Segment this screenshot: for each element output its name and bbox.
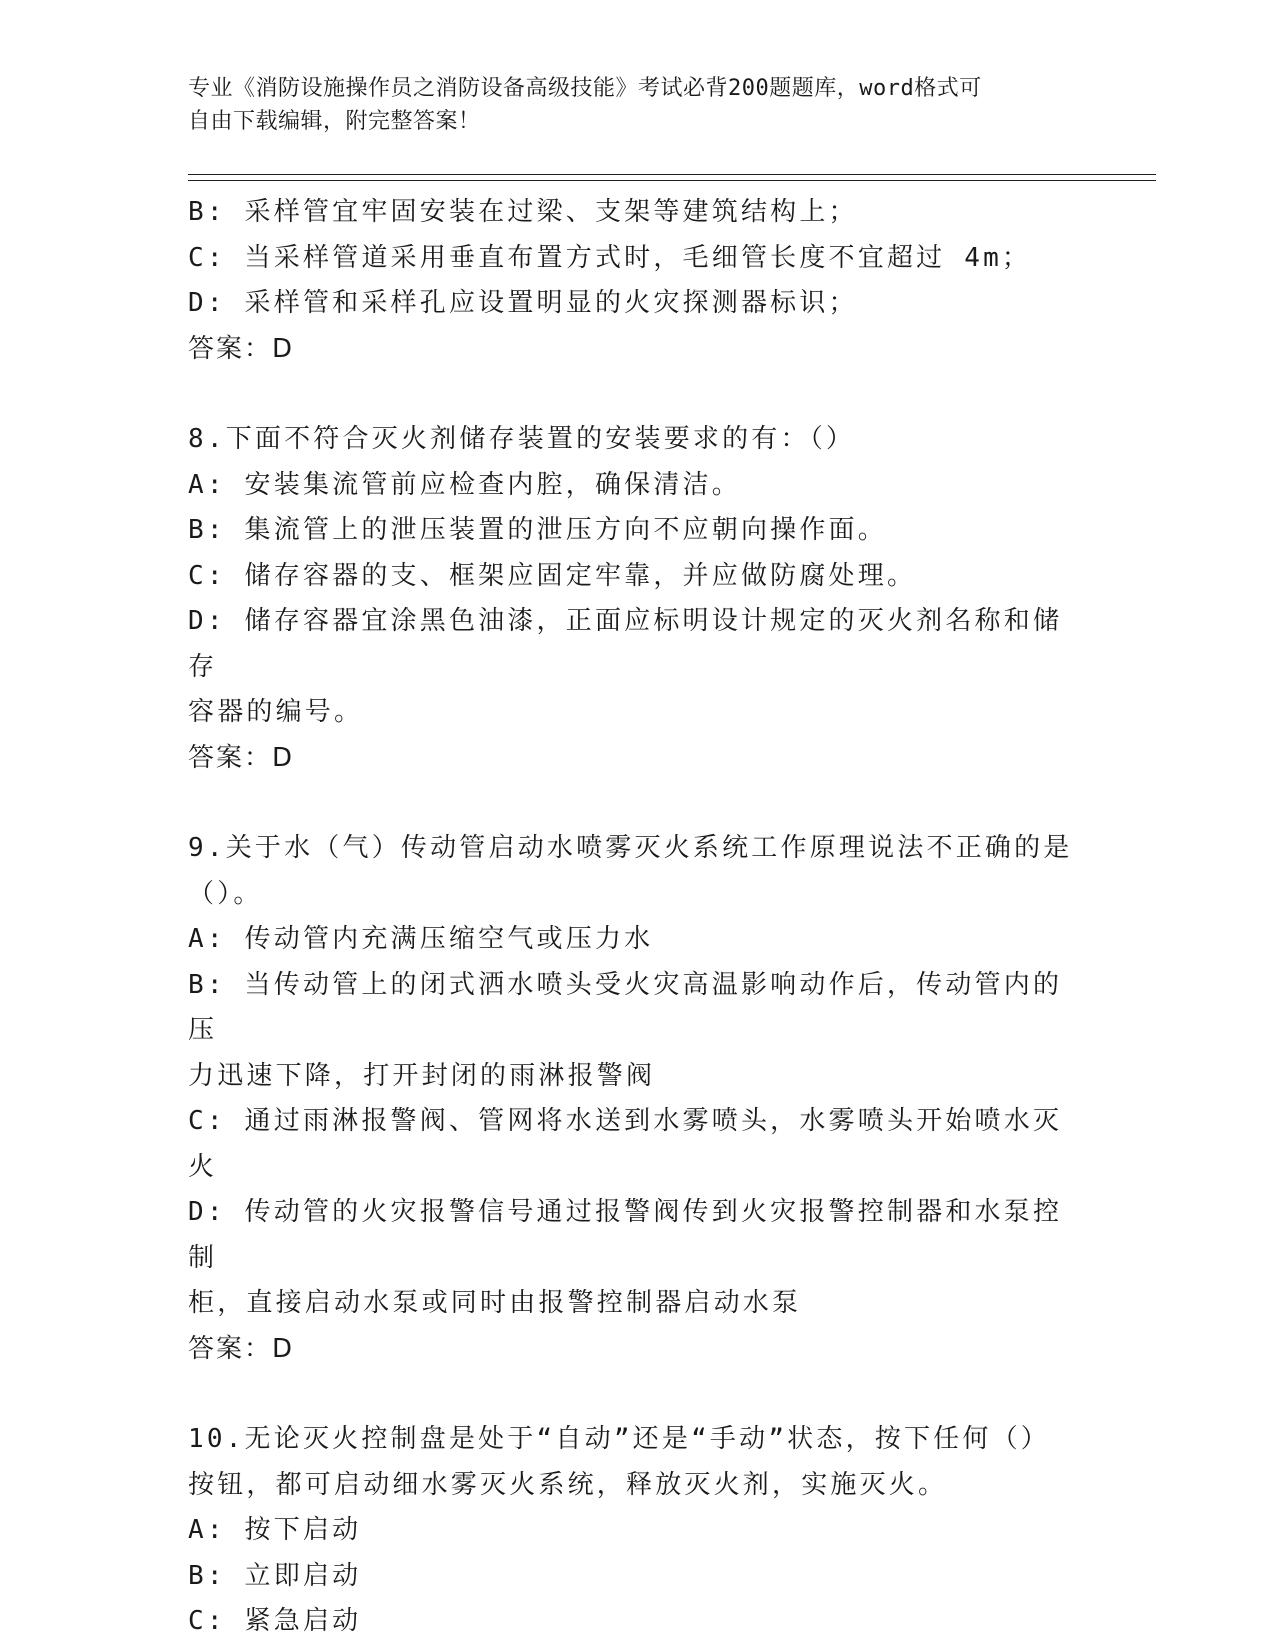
q9-question-line-1: 9.关于水（气）传动管启动水喷雾灭火系统工作原理说法不正确的是 — [188, 833, 1073, 863]
q9-option-c: C: 通过雨淋报警阀、管网将水送到水雾喷头，水雾喷头开始喷水灭火 — [188, 1106, 1063, 1182]
question-7-tail — [188, 190, 1088, 372]
q10-option-b: B: 立即启动 — [188, 1560, 362, 1591]
q7-option-c: C: 当采样管道采用垂直布置方式时，毛细管长度不宜超过 4m； — [188, 242, 1032, 273]
spacer — [188, 1372, 1088, 1417]
q8-option-d-line-1: D: 储存容器宜涂黑色油漆，正面应标明设计规定的灭火剂名称和储存 — [188, 606, 1063, 682]
q9-option-d-line-1: D: 传动管的火灾报警信号通过报警阀传到火灾报警控制器和水泵控制 — [188, 1197, 1063, 1273]
header-divider-top — [188, 174, 1156, 175]
q9-question-line-2: （）。 — [188, 878, 263, 909]
question-content — [188, 190, 1088, 1645]
q10-option-a: A: 按下启动 — [188, 1515, 362, 1545]
document-header — [188, 72, 1068, 138]
spacer — [188, 781, 1088, 826]
q10-question-line-1: 10.无论灭火控制盘是处于“自动”还是“手动”状态，按下任何（） — [188, 1424, 1050, 1454]
q8-question: 8.下面不符合灭火剂储存装置的安装要求的有：（） — [188, 424, 856, 454]
q7-option-d: D: 采样管和采样孔应设置明显的火灾探测器标识； — [188, 288, 858, 318]
q8-option-a: A: 安装集流管前应检查内腔，确保清洁。 — [188, 469, 741, 500]
q8-option-b: B: 集流管上的泄压装置的泄压方向不应朝向操作面。 — [188, 515, 887, 545]
spacer — [188, 372, 1088, 417]
q7-option-b: B: 采样管宜牢固安装在过梁、支架等建筑结构上； — [188, 197, 858, 227]
q9-option-a: A: 传动管内充满压缩空气或压力水 — [188, 924, 654, 954]
q9-option-b-line-2: 力迅速下降，打开封闭的雨淋报警阀 — [188, 1060, 656, 1091]
question-8 — [188, 417, 1088, 781]
header-line-2: 自由下载编辑，附完整答案！ — [188, 109, 481, 134]
q9-option-b-line-1: B: 当传动管上的闭式洒水喷头受火灾高温影响动作后，传动管内的压 — [188, 969, 1063, 1045]
question-9 — [188, 826, 1088, 1372]
q7-answer: 答案：D — [188, 333, 295, 364]
q9-option-d-line-2: 柜，直接启动水泵或同时由报警控制器启动水泵 — [188, 1288, 802, 1318]
q10-question-line-2: 按钮，都可启动细水雾灭火系统，释放灭火剂，实施灭火。 — [188, 1469, 948, 1500]
q9-answer: 答案：D — [188, 1333, 295, 1364]
question-10 — [188, 1417, 1088, 1645]
q8-option-d-line-2: 容器的编号。 — [188, 697, 364, 727]
q8-answer: 答案：D — [188, 742, 295, 773]
header-line-1: 专业《消防设施操作员之消防设备高级技能》考试必背200题题库，word格式可 — [188, 76, 982, 101]
q10-option-c: C: 紧急启动 — [188, 1606, 362, 1636]
header-divider-bottom — [188, 180, 1156, 181]
q8-option-c: C: 储存容器的支、框架应固定牢靠，并应做防腐处理。 — [188, 560, 917, 591]
